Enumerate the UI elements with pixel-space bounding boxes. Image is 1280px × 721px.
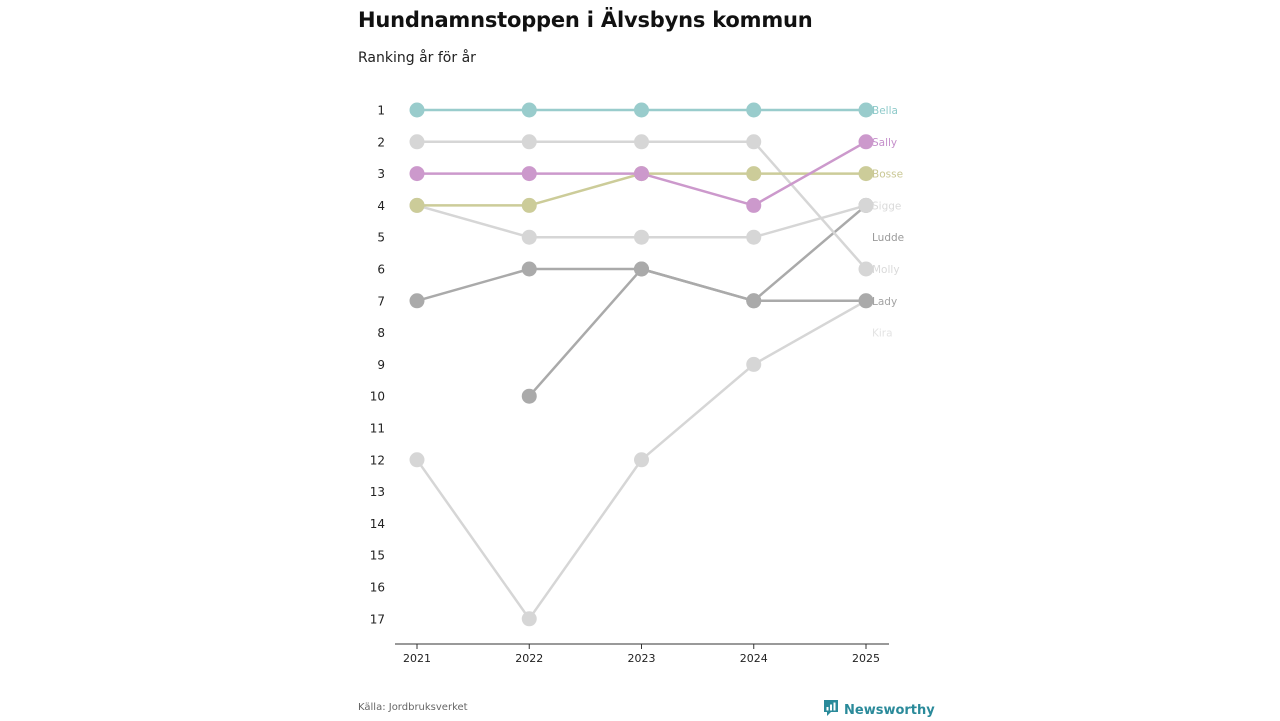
point-sigge-2024	[746, 230, 761, 245]
end-label-kira: Kira	[872, 327, 893, 340]
point-sally-2024	[746, 198, 761, 213]
end-label-bella: Bella	[872, 105, 898, 117]
y-tick-label: 14	[369, 516, 385, 531]
point-sally-2021	[410, 166, 425, 181]
x-tick-label: 2022	[515, 652, 544, 665]
point-bosse-2022	[522, 198, 537, 213]
point-ludde-2024	[746, 293, 761, 308]
y-tick-label: 13	[369, 485, 385, 500]
y-tick-label: 17	[369, 612, 385, 627]
end-label-molly: Molly	[872, 264, 900, 276]
y-tick-label: 6	[377, 262, 385, 277]
y-tick-label: 7	[377, 294, 385, 309]
point-ludde-2022	[522, 389, 537, 404]
y-tick-label: 8	[377, 326, 385, 341]
end-label-ludde: Ludde	[872, 232, 905, 245]
point-ludde-2023	[634, 262, 649, 277]
x-tick-label: 2024	[739, 652, 768, 665]
point-sigge-2022	[522, 230, 537, 245]
point-sigge-2023	[634, 230, 649, 245]
x-tick-label: 2021	[403, 652, 431, 665]
x-axis	[403, 644, 880, 665]
y-tick-label: 10	[369, 389, 385, 404]
point-lady-2022	[522, 262, 537, 277]
y-tick-label: 15	[369, 548, 385, 563]
y-tick-label: 4	[377, 198, 385, 213]
point-kira-2021	[410, 452, 425, 467]
point-sally-2023	[634, 166, 649, 181]
y-tick-label: 1	[377, 103, 385, 118]
y-tick-label: 11	[369, 421, 385, 436]
point-kira-2023	[634, 452, 649, 467]
point-bella-2021	[410, 103, 425, 118]
point-molly-2022	[522, 134, 537, 149]
point-bella-2024	[746, 103, 761, 118]
point-bosse-2021	[410, 198, 425, 213]
brand-logo[interactable]	[823, 699, 935, 721]
bar-chart-bubble-icon	[823, 699, 839, 721]
point-bosse-2024	[746, 166, 761, 181]
y-tick-label: 3	[377, 167, 385, 182]
point-molly-2024	[746, 134, 761, 149]
point-bella-2023	[634, 103, 649, 118]
point-lady-2021	[410, 293, 425, 308]
point-kira-2022	[522, 611, 537, 626]
point-sally-2022	[522, 166, 537, 181]
point-molly-2023	[634, 134, 649, 149]
series-lines	[417, 110, 866, 619]
end-label-sigge: Sigge	[872, 200, 902, 213]
chart-subtitle: Ranking år för år	[358, 50, 476, 66]
chart-title: Hundnamnstoppen i Älvsbyns kommun	[358, 8, 813, 32]
point-bella-2022	[522, 103, 537, 118]
y-tick-label: 12	[369, 453, 385, 468]
end-label-sally: Sally	[872, 136, 898, 149]
y-tick-label: 16	[369, 580, 385, 595]
source-note: Källa: Jordbruksverket	[358, 702, 468, 713]
end-labels	[872, 105, 904, 340]
point-molly-2021	[410, 134, 425, 149]
y-tick-label: 5	[377, 230, 385, 245]
end-label-lady: Lady	[872, 295, 898, 308]
y-tick-label: 2	[377, 135, 385, 150]
brand-name: Newsworthy	[844, 702, 935, 718]
x-tick-label: 2023	[627, 652, 656, 665]
x-tick-label: 2025	[852, 652, 880, 665]
y-tick-label: 9	[377, 357, 385, 372]
end-label-bosse: Bosse	[872, 168, 904, 181]
y-axis	[370, 104, 385, 627]
point-kira-2024	[746, 357, 761, 372]
